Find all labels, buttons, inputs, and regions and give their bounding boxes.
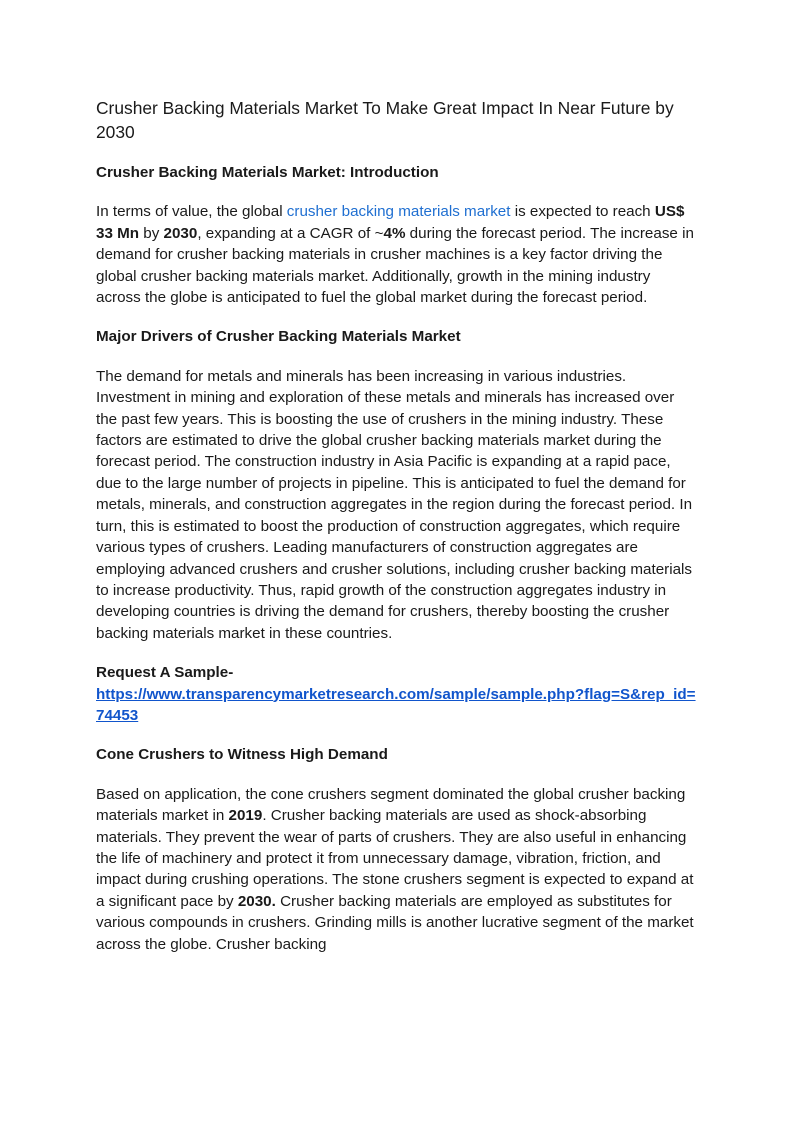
drivers-heading: Major Drivers of Crusher Backing Materials Market [96,328,461,346]
cone-text-c: Crusher backing materials are employed as substitutes for various compounds in crushers. Grinding mills is another lucrative segment of the market across the globe. Crusher backing [96,892,694,953]
cone-paragraph [96,784,698,955]
market-value: US$ 33 Mn [96,203,685,242]
document-page [96,96,698,973]
intro-text-c: by [139,224,164,242]
intro-text-e: during the forecast period. The increase in demand for crusher backing materials in crusher machines is a key factor driving the global crusher backing materials market. Additionally, growth in the mining industry across the globe is anticipated to fuel the global market during the forecast period. [96,224,694,307]
cone-heading: Cone Crushers to Witness High Demand [96,746,388,764]
intro-heading: Crusher Backing Materials Market: Introduction [96,164,439,181]
intro-paragraph [96,201,698,308]
sample-request [96,662,698,726]
intro-text-d: , expanding at a CAGR of ~ [197,224,384,242]
market-link[interactable]: crusher backing materials market [286,203,511,221]
document-title: Crusher Backing Materials Market To Make Great Impact In Near Future by 2030 [96,98,674,142]
drivers-paragraph: The demand for metals and minerals has been increasing in various industries. Investment in mining and exploration of these metals and minerals has increased over the past few years. This is boosting the use of crushers in the mining industry. These factors are estimated to drive the global crusher backing materials market during the forecast period. The construction industry in Asia Pacific is expanding at a rapid pace, due to the large number of projects in pipeline. This is anticipated to fuel the demand for metals, minerals, and construction aggregates in the region during the forecast period. In turn, this is estimated to boost the production of construction aggregates, which require various types of crushers. Leading manufacturers of construction aggregates are employing advanced crushers and crusher solutions, including crusher backing materials to increase productivity. Thus, rapid growth of the construction aggregates industry in developing countries is driving the demand for crushers, thereby boosting the crusher backing materials market in these countries. [96,367,693,642]
intro-text-b: is expected to reach [510,203,655,221]
cone-year-2019: 2019 [228,807,263,825]
cone-text-a: Based on application, the cone crushers segment dominated the global crusher backing materials market in [96,785,686,825]
sample-link[interactable]: https://www.transparencymarketresearch.com/sample/sample.php?flag=S&rep_id=74453 [96,685,696,724]
intro-text-a: In terms of value, the global [96,203,287,221]
forecast-year: 2030 [163,224,198,242]
sample-label: Request A Sample- [96,664,234,682]
cagr-value: 4% [383,224,406,242]
cone-text-b: . Crusher backing materials are used as shock-absorbing materials. They prevent the wear of parts of crushers. They are also useful in enhancing the life of machinery and protect it from unnecessary damage, vibration, friction, and impact during crushing operations. The stone crushers segment is expected to expand at a significant pace by [96,807,694,910]
cone-year-2030: 2030. [237,892,276,910]
